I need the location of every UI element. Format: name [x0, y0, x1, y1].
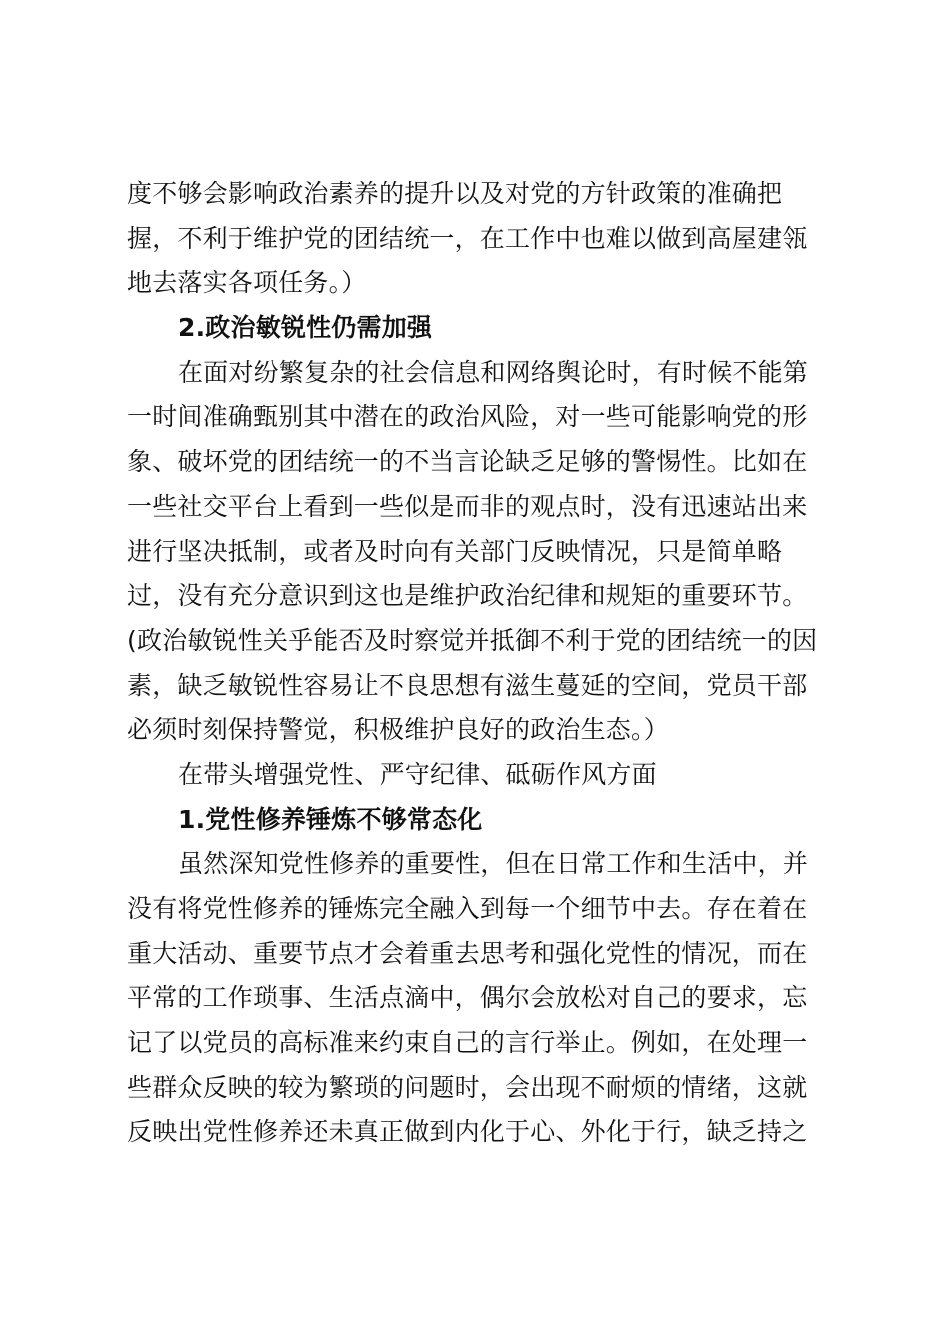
section-heading: 1.党性修养锤炼不够常态化: [178, 804, 483, 834]
body-text-line: 象、破坏党的团结统一的不当言论缺乏足够的警惕性。比如在: [127, 447, 808, 477]
body-text-line: 重大活动、重要节点才会着重去思考和强化党性的情况，而在: [127, 938, 808, 968]
body-text-line: 必须时刻保持警觉，积极维护良好的政治生态。）: [127, 715, 669, 745]
body-text-line: 记了以党员的高标准来约束自己的言行举止。例如，在处理一: [127, 1028, 808, 1058]
body-text-line: 一时间准确甄别其中潜在的政治风险，对一些可能影响党的形: [127, 402, 808, 432]
section-heading: 2.政治敏锐性仍需加强: [178, 313, 433, 343]
body-text-line: (政治敏锐性关乎能否及时察觉并抵御不利于党的团结统一的因: [127, 625, 818, 655]
category-heading: 在带头增强党性、严守纪律、砥砺作风方面: [178, 759, 657, 789]
body-text-line: 素，缺乏敏锐性容易让不良思想有滋生蔓延的空间，党员干部: [127, 670, 808, 700]
body-text-line: 些群众反映的较为繁琐的问题时，会出现不耐烦的情绪，这就: [127, 1072, 808, 1102]
body-text-line: 握，不利于维护党的团结统一，在工作中也难以做到高屋建瓴: [127, 223, 808, 253]
body-text-line: 一些社交平台上看到一些似是而非的观点时，没有迅速站出来: [127, 491, 808, 521]
body-text-line: 平常的工作琐事、生活点滴中，偶尔会放松对自己的要求，忘: [127, 983, 808, 1013]
body-text-line: 进行坚决抵制，或者及时向有关部门反映情况，只是简单略: [127, 536, 783, 566]
body-text-line: 过，没有充分意识到这也是维护政治纪律和规矩的重要环节。: [127, 581, 808, 611]
body-text-line: 虽然深知党性修养的重要性，但在日常工作和生活中，并: [178, 849, 809, 879]
document-body: [127, 172, 823, 1155]
body-text-line: 度不够会影响政治素养的提升以及对党的方针政策的准确把: [127, 179, 783, 208]
body-text-line: 地去落实各项任务。）: [127, 268, 367, 298]
body-text-line: 反映出党性修养还未真正做到内化于心、外化于行，缺乏持之: [127, 1117, 808, 1147]
body-text-line: 在面对纷繁复杂的社会信息和网络舆论时，有时候不能第: [178, 357, 809, 387]
body-text-line: 没有将党性修养的锤炼完全融入到每一个细节中去。存在着在: [127, 894, 808, 923]
